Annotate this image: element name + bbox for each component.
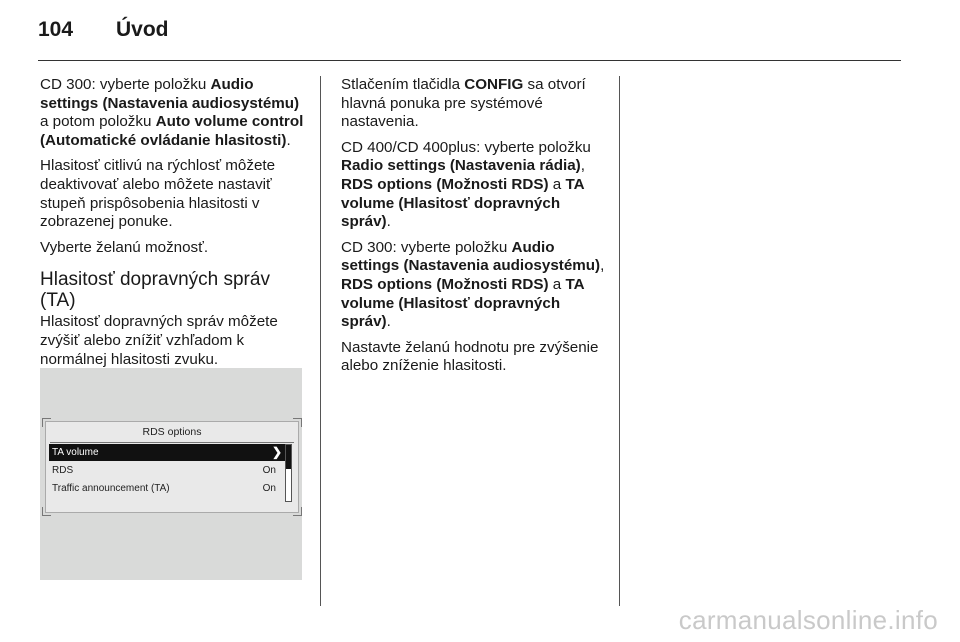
paragraph: Vyberte želanú možnosť. (40, 238, 209, 256)
paragraph (40, 76, 308, 150)
screen-divider (50, 442, 294, 443)
menu-item-label: TA volume (52, 447, 99, 458)
menu-reference: TA volume (Hlasitosť dopravných správ) (341, 175, 584, 231)
watermark: carmanualsonline.info (678, 605, 938, 635)
menu-reference: RDS options (Možnosti RDS) (341, 175, 549, 193)
text-run: Stlačením tlačidla (341, 76, 465, 93)
menu-reference: Radio settings (Nastavenia rádia) (341, 157, 581, 175)
paragraph (341, 239, 613, 332)
menu-reference: TA volume (Hlasitosť dopravných správ) (341, 275, 584, 331)
menu-item-traffic-announcement[interactable] (49, 480, 286, 497)
menu-item-rds[interactable] (49, 462, 286, 479)
paragraph (341, 76, 613, 132)
display-figure (40, 368, 302, 580)
menu-reference: Auto volume control (Automatické ovládanie hlasitosti) (40, 113, 304, 149)
corner-mark (293, 418, 302, 427)
corner-mark (293, 507, 302, 516)
text-run: , (580, 157, 585, 175)
text-run: a (548, 175, 566, 193)
paragraph: Hlasitosť citlivú na rýchlosť môžete deaktivovať alebo môžete nastaviť stupeň prispôsobenia hlasitosti v zobrazenej ponuke. (40, 157, 276, 231)
header-rule (38, 60, 901, 61)
menu-item-value: On (262, 465, 276, 476)
text-run: . (286, 131, 291, 149)
text-column-2 (341, 76, 613, 383)
column-divider (320, 76, 321, 606)
page-header (38, 18, 169, 42)
text-run: CD 400/CD 400plus: vyberte položku (341, 138, 591, 156)
display-screen (45, 421, 299, 513)
text-run: , (600, 257, 605, 275)
menu-reference: Audio settings (Nastavenia audiosystému) (40, 76, 300, 112)
page-title: Úvod (116, 18, 169, 41)
menu-item-ta-volume[interactable] (49, 444, 286, 461)
text-run: a (548, 275, 566, 293)
corner-mark (42, 418, 51, 427)
text-run: a potom položku (40, 113, 156, 131)
menu-reference: RDS options (Možnosti RDS) (341, 275, 549, 293)
text-run: . (386, 313, 391, 331)
corner-mark (42, 507, 51, 516)
text-run: sa otvorí hlavná ponuka pre systémové nastavenia. (341, 76, 586, 131)
paragraph: Nastavte želanú hodnotu pre zvýšenie alebo zníženie hlasitosti. (341, 338, 599, 375)
menu-reference: Audio settings (Nastavenia audiosystému) (341, 238, 601, 275)
scrollbar-thumb[interactable] (286, 445, 291, 469)
text-run: . (386, 213, 391, 231)
menu-item-label: Traffic announcement (TA) (52, 483, 170, 494)
scrollbar[interactable] (285, 444, 292, 502)
text-run: CD 300: vyberte položku (341, 238, 512, 256)
paragraph: Hlasitosť dopravných správ môžete zvýšiť alebo znížiť vzhľadom k normálnej hlasitosti zvuku. (40, 313, 278, 368)
section-heading: Hlasitosť dopravných správ (TA) (40, 269, 270, 312)
page-number: 104 (38, 18, 74, 41)
text-run: CD 300: vyberte položku (40, 76, 211, 93)
menu-item-label: RDS (52, 465, 74, 476)
column-divider (619, 76, 620, 606)
text-column-1 (40, 76, 308, 376)
chevron-right-icon: ❯ (271, 445, 282, 459)
screen-title: RDS options (142, 426, 202, 438)
paragraph (341, 139, 613, 232)
button-reference: CONFIG (464, 76, 524, 93)
menu-item-value: On (262, 483, 276, 494)
